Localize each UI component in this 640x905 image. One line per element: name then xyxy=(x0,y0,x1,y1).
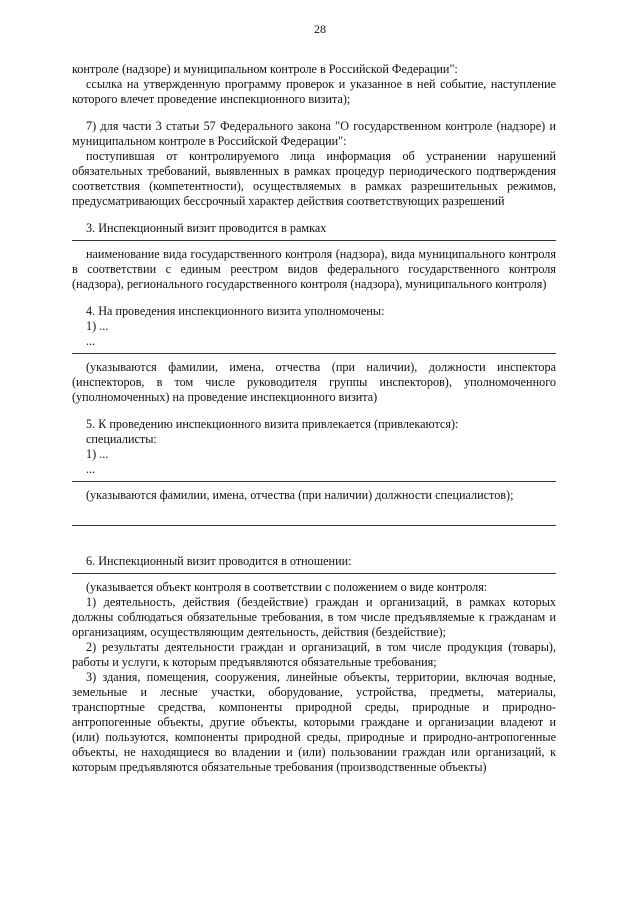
item6-point2: 2) результаты деятельности граждан и организаций, в том числе продукция (товары), работы и услуги, к которым предъявляются обязательные требования; xyxy=(72,640,556,669)
page-content xyxy=(72,62,556,775)
item5-specialists-label: специалисты: xyxy=(86,432,157,446)
paragraph-program-link: ссылка на утвержденную программу проверок и указанное в ней событие, наступление которого влечет проведение инспекционного визита); xyxy=(72,77,556,106)
item3-fill-line xyxy=(72,240,556,241)
item4-fill-line xyxy=(72,353,556,354)
item6-point1: 1) деятельность, действия (бездействие) граждан и организаций, в рамках которых должны соблюдаться обязательные требования, в том числе предъявляемые к гражданам и организациям, осуществляющим деятельность, действия (бездействие); xyxy=(72,595,556,639)
item4-heading: 4. На проведения инспекционного визита уполномочены: xyxy=(86,304,385,318)
item5-note: (указываются фамилии, имена, отчества (при наличии) должности специалистов); xyxy=(86,488,514,502)
item6-note-intro: (указывается объект контроля в соответствии с положением о виде контроля: xyxy=(86,580,488,594)
item3-heading: 3. Инспекционный визит проводится в рамках xyxy=(86,221,327,235)
item4-note: (указываются фамилии, имена, отчества (при наличии), должности инспектора (инспекторов, в том числе руководителя группы инспекторов), уполномоченного (уполномоченных) на проведение инспекционного визита) xyxy=(72,360,556,404)
paragraph-item7: 7) для части 3 статьи 57 Федерального закона "О государственном контроле (надзоре) и муниципальном контроле в Российской Федерации": xyxy=(72,119,556,148)
paragraph-law-reference: контроле (надзоре) и муниципальном контроле в Российской Федерации": xyxy=(72,62,458,76)
item5-fill-line xyxy=(72,481,556,482)
item4-line1: 1) ... xyxy=(86,319,109,333)
item5-heading: 5. К проведению инспекционного визита привлекается (привлекаются): xyxy=(86,417,459,431)
item6-heading: 6. Инспекционный визит проводится в отношении: xyxy=(86,554,352,568)
item6-fill-line xyxy=(72,573,556,574)
item6-point3: 3) здания, помещения, сооружения, линейные объекты, территории, включая водные, земельные и лесные участки, оборудование, устройства, предметы, материалы, транспортные средства, компоненты природной среды, природные и природно-антропогенные объекты, другие объекты, которыми граждане и организации владеют и (или) пользуются, компоненты природной среды, природные и природно-антропогенные объекты, не находящиеся во владении и (или) пользовании граждан или организаций, к которым предъявляются обязательные требования (производственные объекты) xyxy=(72,670,556,774)
paragraph-item7-info: поступившая от контролируемого лица информация об устранении нарушений обязательных требований, выявленных в рамках процедур периодического подтверждения соответствия (компетентности), осуществляемых в рамках разрешительных режимов, предусматривающих бессрочный характер действия соответствующих разрешений xyxy=(72,149,556,208)
page-number: 28 xyxy=(314,22,326,36)
item5-line2: ... xyxy=(86,462,96,476)
item5-line1: 1) ... xyxy=(86,447,109,461)
item3-note: наименование вида государственного контроля (надзора), вида муниципального контроля в соответствии с единым реестром видов федерального государственного контроля (надзора), регионального государственного контроля (надзора), муниципального контроля) xyxy=(72,247,556,291)
item4-line2: ... xyxy=(86,334,96,348)
